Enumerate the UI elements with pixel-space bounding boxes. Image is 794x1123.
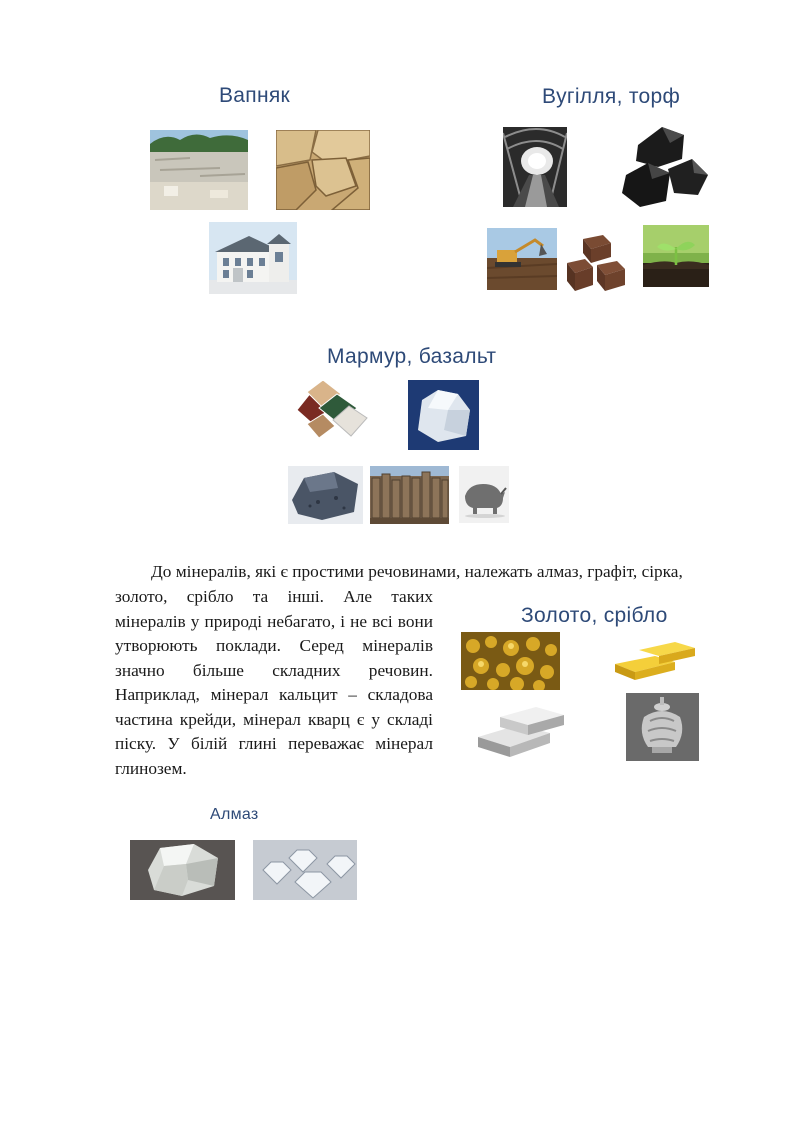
peat-briquettes-photo [563,235,631,297]
sprout-in-peat-photo [643,225,709,287]
heading-diamond: Алмаз [210,806,259,823]
heading-coal-peat: Вугілля, торф [542,85,681,108]
basalt-rock-photo [288,466,363,524]
heading-marble-basalt: Мармур, базальт [327,345,497,368]
peat-excavator-photo [487,228,557,290]
mine-tunnel-photo [503,127,567,207]
rhino-sculpture-photo [459,466,509,523]
raw-diamond-photo [130,840,235,900]
coal-lumps-photo [618,123,710,211]
white-marble-block-photo [408,380,479,450]
paragraph-first-line: До мінералів, які є простими речовинами, належать алмаз, графіт, сірка, [151,562,683,581]
quarry-photo [150,130,248,210]
heading-limestone: Вапняк [219,84,291,107]
marble-tiles-photo [293,380,369,440]
limestone-house-photo [209,222,297,294]
cut-diamonds-photo [253,840,357,900]
paragraph-column: золото, срібло та інші. Але таких мінералів у природі небагато, і не всі вони утворюють поклади. Серед мінералів значно більше складних речовин. Наприклад, мінерал кальцит – складова частина крейди, мінерал кварц є у складі піску. У білій глині переважає мінерал глинозем. [115,587,433,778]
gold-nuggets-photo [461,632,560,690]
limestone-rocks-photo [276,130,370,210]
heading-gold-silver: Золото, срібло [521,604,668,627]
silver-bars-photo [474,697,569,763]
silver-vase-photo [626,693,699,761]
basalt-columns-photo [370,466,449,524]
gold-bars-photo [609,632,699,684]
